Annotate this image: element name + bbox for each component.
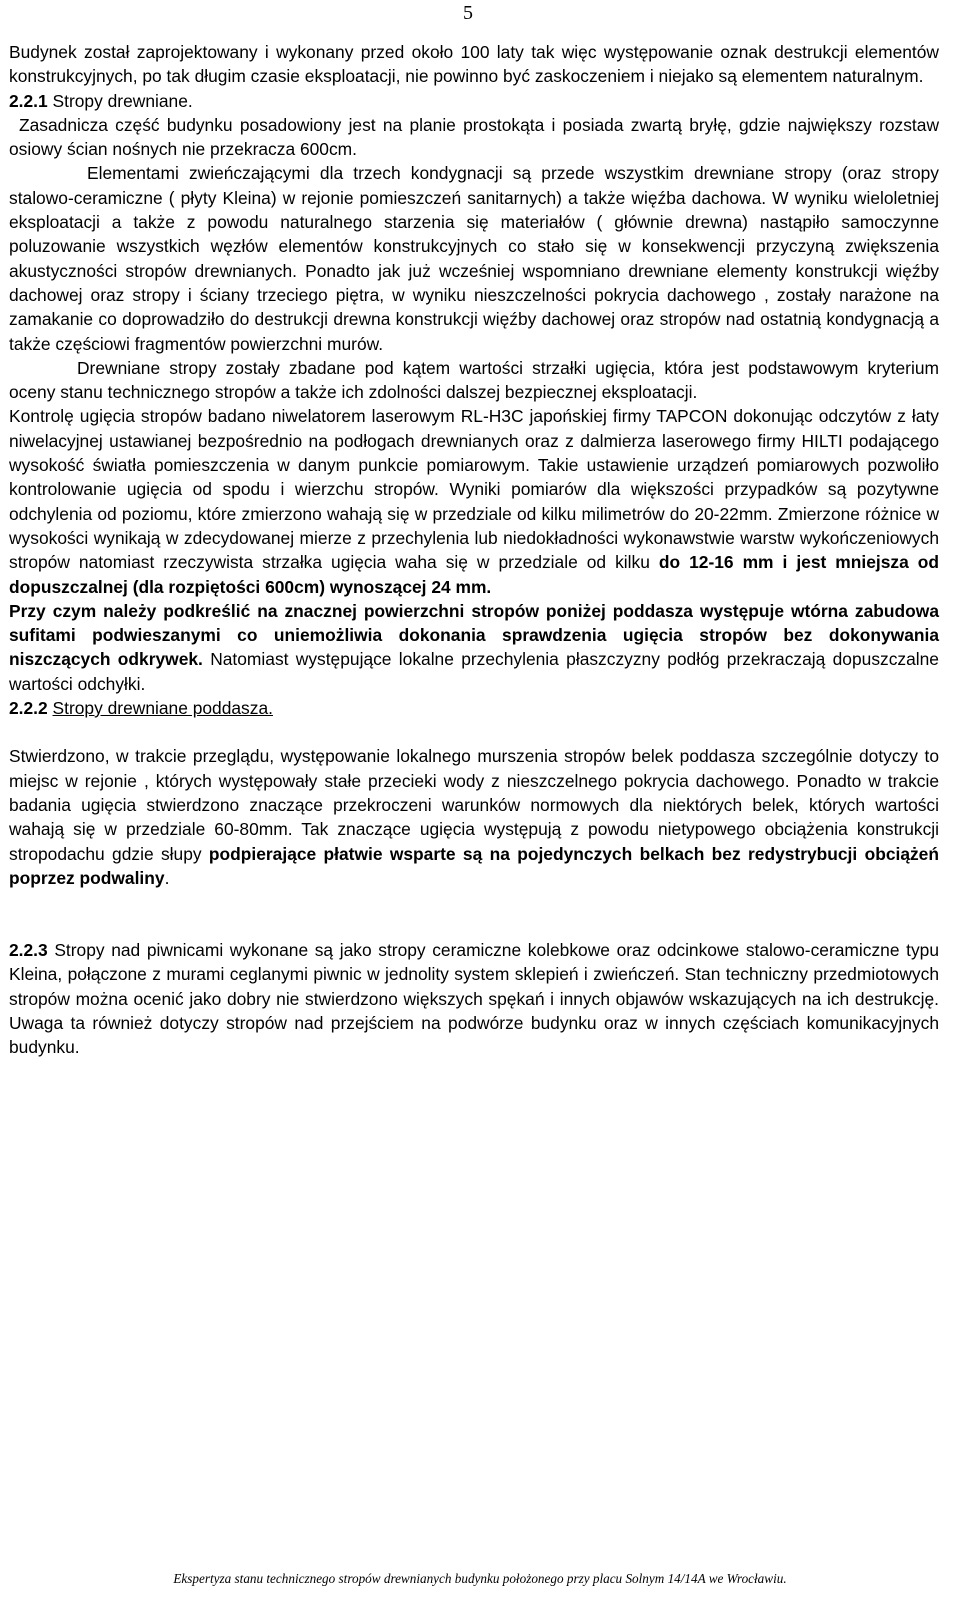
- section-heading-2-2-2: [9, 696, 939, 720]
- paragraph-suspended-ceilings: [9, 599, 939, 696]
- page-number: 5: [463, 2, 473, 24]
- paragraph-structural-elements: Elementami zwieńczającymi dla trzech kondygnacji są przede wszystkim drewniane stropy (oraz stropy stalowo-ceramiczne ( płyty Kleina) w rejonie pomieszczeń sanitarnych) a także więźba dachowa. W wyniku wieloletniej eksploatacji a także z powodu naturalnego starzenia się materiałów ( głównie drewna) nastąpiło samoczynne poluzowanie wszystkich węzłów elementów konstrukcyjnych co stało się w konsekwencji przyczyną zwiększenia akustyczności stropów drewnianych. Ponadto jak już wcześniej wspomniano drewniane elementy konstrukcji więźby dachowej oraz stropy i ściany trzeciego piętra, w wyniku nieszczelności pokrycia dachowego , zostały narażone na zamakanie co doprowadziło do destrukcji drewna konstrukcji więźby dachowej oraz stropów nad ostatnią kondygnacją a także częściowi fragmentów powierzchni murów.: [9, 163, 939, 354]
- paragraph-measurement-method: [9, 404, 939, 598]
- section-title: Stropy drewniane.: [52, 90, 193, 111]
- attic-bold-text: podpierające płatwie wsparte są na pojedynczych belkach bez redystrybucji obciążeń poprzez podwaliny: [9, 843, 939, 888]
- measurement-text: Kontrolę ugięcia stropów badano niwelatorem laserowym RL-H3C japońskiej firmy TAPCON dokonując odczytów z łaty niwelacyjnej ustawianej bezpośrednio na podłogach drewnianych oraz z dalmierza laserowego firmy HILTI podającego wysokość światła pomieszczenia w danym punkcie pomiarowym. Takie ustawienie urządzeń pomiarowych pozwoliło kontrolowanie ugięcia od spodu i wierzchu stropów. Wyniki pomiarów dla większości przypadków są pozytywne odchylenia od poziomu, które zmierzono wahają się w przedziale od kilku milimetrów do 20-22mm. Zmierzone różnice w wysokości wynikają w zdecydowanej mierze z przechylenia lub niedokładności wykonawstwie warstw wykończeniowych stropów natomiast rzeczywista strzałka ugięcia waha się w przedziale od kilku: [9, 406, 939, 573]
- basement-text: Stropy nad piwnicami wykonane są jako stropy ceramiczne kolebkowe oraz odcinkowe stalowo-ceramiczne typu Kleina, połączone z murami ceglanymi piwnic w jednolity system sklepień i zwieńczeń. Stan techniczny przedmiotowych stropów można ocenić jako dobry nie stwierdzono większych spękań i innych objawów wskazujących na ich destrukcję. Uwaga ta również dotyczy stropów nad przejściem na podwórze budynku oraz w innych częściach komunikacyjnych budynku.: [9, 940, 939, 1058]
- paragraph-attic-floors: [9, 744, 939, 890]
- section-number: 2.2.3: [9, 940, 48, 961]
- floor-deviation-text: Natomiast występujące lokalne przechylenia płaszczyzny podłóg przekraczają dopuszczalne wartości odchyłki.: [9, 649, 939, 694]
- suspended-ceilings-bold: Przy czym należy podkreślić na znacznej powierzchni stropów poniżej poddasza występuje wtórna zabudowa sufitami podwieszanymi co uniemożliwia dokonania sprawdzenia ugięcia stropów bez dokonywania niszczących odkrywek.: [9, 600, 939, 670]
- paragraph-basement-floors: [9, 938, 939, 1059]
- attic-text: Stwierdzono, w trakcie przeglądu, występowanie lokalnego murszenia stropów belek poddasza szczególnie dotyczy to miejsc w rejonie , których występowały stałe przecieki wody z nieszczelnego pokrycia dachowego. Ponadto w trakcie badania ugięcia stwierdzono znaczące przekroczeni warunków normowych dla niektórych belek, których wartości wahają się w przedziale 60-80mm. Tak znaczące ugięcia występują z powodu nietypowego obciążenia konstrukcji stropodachu gdzie słupy: [9, 746, 939, 864]
- intro-paragraph: Budynek został zaprojektowany i wykonany przed około 100 laty tak więc występowanie oznak destrukcji elementów konstrukcyjnych, po tak długim czasie eksploatacji, nie powinno być zaskoczeniem i niejako są elementem naturalnym.: [9, 42, 939, 87]
- attic-end: .: [164, 867, 170, 888]
- section-number: 2.2.2: [9, 698, 48, 719]
- paragraph-deflection-criterion: Drewniane stropy zostały zbadane pod kątem wartości strzałki ugięcia, która jest podstawowym kryterium oceny stanu technicznego stropów a także ich zdolności dalszej bezpiecznej eksploatacji.: [9, 357, 939, 403]
- section-number: 2.2.1: [9, 90, 48, 111]
- measurement-result-bold: do 12-16 mm i jest mniejsza od dopuszczalnej (dla rozpiętości 600cm) wynoszącej 24 mm.: [9, 552, 939, 597]
- document-body: [9, 40, 939, 1060]
- section-title: Stropy drewniane poddasza.: [52, 698, 273, 719]
- section-heading-2-2-1: [9, 89, 939, 113]
- page-footer: Ekspertyza stanu technicznego stropów drewnianych budynku położonego przy placu Solnym 14/14A we Wrocławiu.: [173, 1571, 787, 1586]
- paragraph-building-layout: Zasadnicza część budynku posadowiony jest na planie prostokąta i posiada zwartą bryłę, gdzie największy rozstaw osiowy ścian nośnych nie przekracza 600cm.: [9, 114, 939, 160]
